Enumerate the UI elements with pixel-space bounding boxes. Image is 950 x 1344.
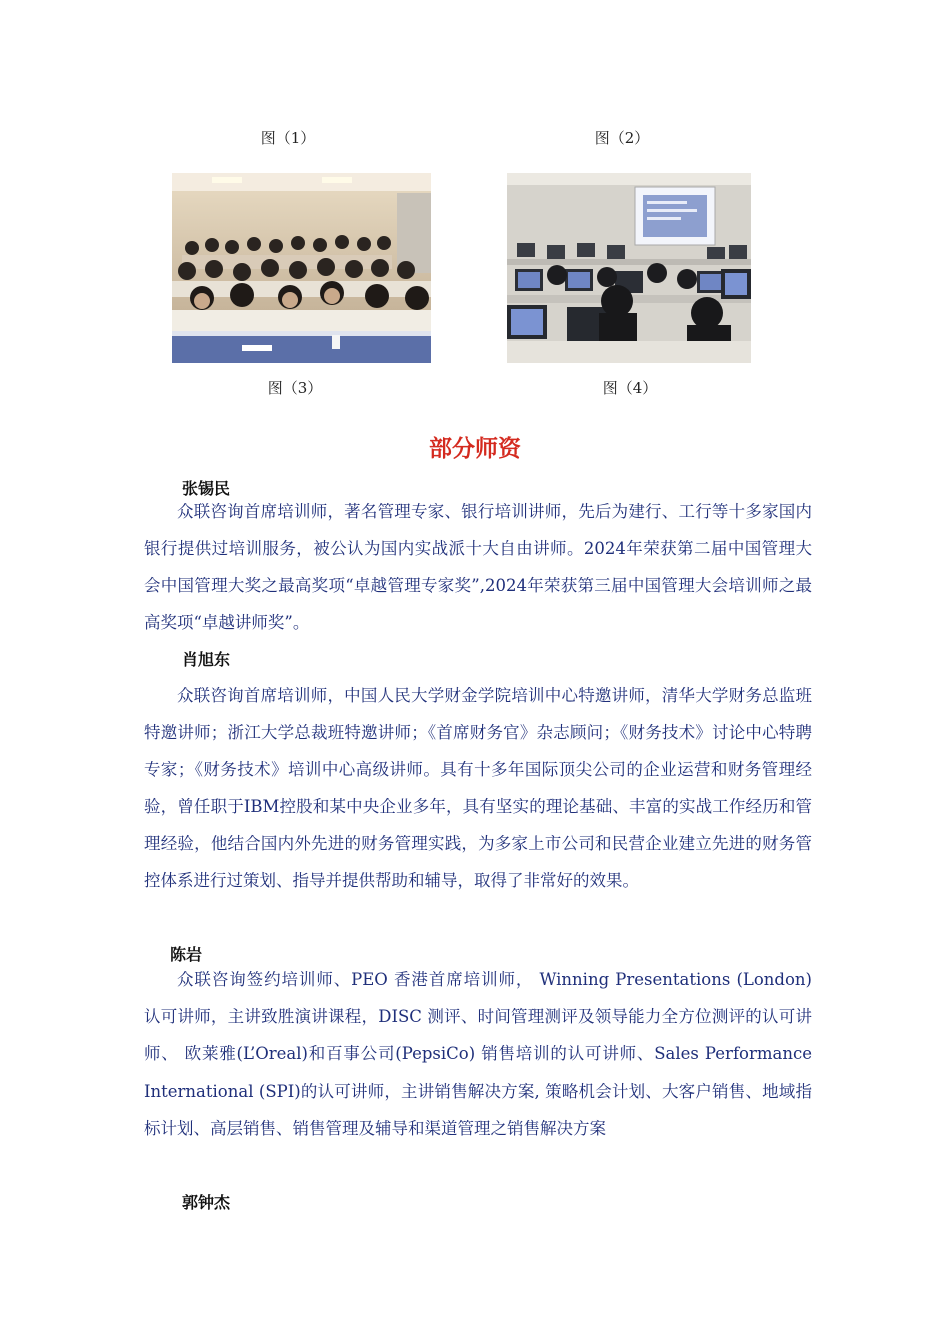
teacher-bio: 众联咨询签约培训师、PEO 香港首席培训师， Winning Presentations (London) 认可讲师，主讲致胜演讲课程，DISC 测评、时间管理测评及领导能力全方位测评的认可讲师、 欧莱雅(L’Oreal)和百事公司(PepsiCo) 销售培训的认可讲师、Sales Performance International (SPI)的认可讲师，主讲销售解决方案, 策略机会计划、大客户销售、地域指标计划、高层销售、销售管理及辅导和渠道管理之销售解决方案 [144,970,812,1138]
caption-fig2: 图（2） [594,129,650,147]
teacher-name: 张锡民 [182,479,231,498]
photo-seminar-audience [172,173,431,363]
teacher-name: 郭钟杰 [182,1193,231,1212]
caption-fig4: 图（4） [602,379,658,397]
section-title: 部分师资 [429,436,521,462]
caption-fig3: 图（3） [267,379,323,397]
teacher-name: 肖旭东 [182,650,231,669]
teacher-bio: 众联咨询首席培训师，中国人民大学财金学院培训中心特邀讲师，清华大学财务总监班特邀讲师；浙江大学总裁班特邀讲师；《首席财务官》杂志顾问；《财务技术》讨论中心特聘专家；《财务技术》培训中心高级讲师。具有十多年国际顶尖公司的企业运营和财务管理经验，曾任职于IBM控股和某中央企业多年，具有坚实的理论基础、丰富的实战工作经历和管理经验，他结合国内外先进的财务管理实践，为多家上市公司和民营企业建立先进的财务管控体系进行过策划、指导并提供帮助和辅导，取得了非常好的效果。 [144,686,812,890]
caption-fig1: 图（1） [260,129,316,147]
teacher-bio: 众联咨询首席培训师，著名管理专家、银行培训讲师，先后为建行、工行等十多家国内银行提供过培训服务，被公认为国内实战派十大自由讲师。2024年荣获第二届中国管理大会中国管理大奖之最高奖项“卓越管理专家奖”,2024年荣获第三届中国管理大会培训师之最高奖项“卓越讲师奖”。 [144,502,812,632]
photo-computer-lab [507,173,751,363]
teacher-name: 陈岩 [170,945,203,964]
